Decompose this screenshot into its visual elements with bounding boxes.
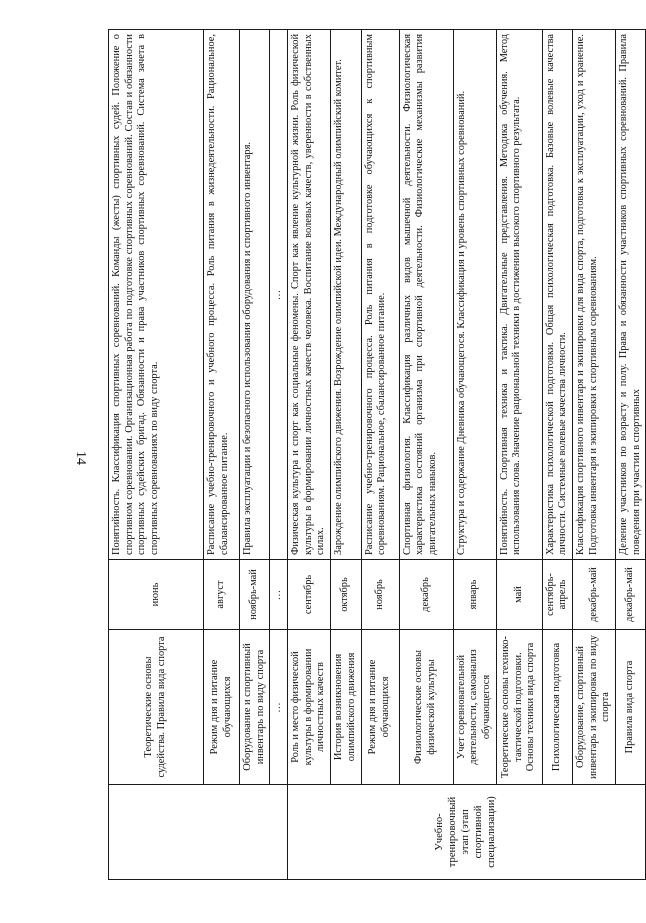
period-cell: май	[496, 560, 542, 630]
page-number: 14	[73, 451, 88, 465]
period-cell: август	[204, 560, 240, 630]
topic-cell: Учет соревновательной деятельности, самоанализ обучающегося	[453, 630, 496, 785]
content-cell: Расписание учебно-тренировочного процесса. Роль питания в подготовке обучающихся к спортивным соревнованиям. Рациональное, сбалансированное питание.	[361, 30, 399, 560]
topic-cell: Физиологические основы физической культуры	[399, 630, 453, 785]
rotated-table-wrapper	[108, 30, 642, 880]
table-row	[399, 30, 453, 880]
content-cell: Структура и содержание Дневника обучающегося. Классификация и уровень спортивных соревнований.	[453, 30, 496, 560]
period-cell: октябрь	[331, 560, 361, 630]
stage-cell: Учебно-тренировочный этап (этап спортивной специализации)	[288, 785, 646, 880]
topic-cell: Оборудование, спортивный инвентарь и экипировка по виду спорта	[572, 630, 615, 785]
content-cell: Характеристика психологической подготовки. Общая психологическая подготовка. Базовые волевые качества личности. Системные волевые качества личности.	[542, 30, 572, 560]
period-cell: сентябрь	[288, 560, 331, 630]
table-row	[109, 30, 204, 880]
content-cell: Классификация спортивного инвентаря и экипировки для вида спорта, подготовка к эксплуатации, уход и хранение. Подготовка инвентаря и экипировки к спортивным соревнованиям.	[572, 30, 615, 560]
period-cell: январь	[453, 560, 496, 630]
content-cell: Физическая культура и спорт как социальные феномены. Спорт как явление культурной жизни. Роль физической культуры в формировании личностных качеств человека. Воспитание волевых качеств, уверенности в собственных силах.	[288, 30, 331, 560]
period-cell: ноябрь-май	[240, 560, 270, 630]
content-cell: Понятийность. Спортивная техника и тактика. Двигательные представления. Методика обучения. Метод использования слова. Значение рациональной техники в достижении высокого спортивного результата.	[496, 30, 542, 560]
period-cell: ноябрь	[361, 560, 399, 630]
table-row	[496, 30, 542, 880]
topic-cell: Психологическая подготовка	[542, 630, 572, 785]
table-row	[361, 30, 399, 880]
content-cell: Понятийность. Классификация спортивных соревнований. Команды (жесты) спортивных судей. Положение о спортивном соревновании. Организационная работа по подготовке спортивных соревнований. Состав и обязанности спортивных судейских бригад. Обязанности и права участников спортивных соревнований. Система зачета в спортивных соревнованиях по виду спорта.	[109, 30, 204, 560]
curriculum-table	[108, 29, 646, 880]
stage-cell-empty	[109, 785, 288, 880]
topic-cell: Оборудование и спортивный инвентарь по виду спорта	[240, 630, 270, 785]
period-cell: декабрь-май	[616, 560, 646, 630]
content-cell: Расписание учебно-тренировочного и учебного процесса. Роль питания в жизнедеятельности. Рациональное, сбалансированное питание.	[204, 30, 240, 560]
period-cell: декабрь	[399, 560, 453, 630]
table-row	[204, 30, 240, 880]
table-row	[240, 30, 270, 880]
ellipsis-cell: …	[270, 30, 288, 560]
ellipsis-cell: …	[270, 630, 288, 785]
topic-cell: Режим дня и питание обучающихся	[361, 630, 399, 785]
topic-cell: Режим дня и питание обучающихся	[204, 630, 240, 785]
topic-cell: История возникновения олимпийского движения	[331, 630, 361, 785]
content-cell: Спортивная физиология. Классификация различных видов мышечной деятельности. Физиологическая характеристика состояний организма при спортивной деятельности. Физиологические механизмы развития двигательных навыков.	[399, 30, 453, 560]
topic-cell: Теоретические основы технико-тактической подготовки. Основы техники вида спорта	[496, 630, 542, 785]
period-cell: декабрь-май	[572, 560, 615, 630]
topic-cell: Правила вида спорта	[616, 630, 646, 785]
content-cell: Зарождение олимпийского движения. Возрождение олимпийской идеи. Международный олимпийский комитет.	[331, 30, 361, 560]
table-row	[572, 30, 615, 880]
topic-cell: Роль и место физической культуры в формировании личностных качеств	[288, 630, 331, 785]
content-cell: Деление участников по возрасту и полу. Права и обязанности участников спортивных соревнований. Правила поведения при участии в спортивных	[616, 30, 646, 560]
ellipsis-cell: …	[270, 560, 288, 630]
table-row	[331, 30, 361, 880]
topic-cell: Теоретические основы судейства. Правила вида спорта	[109, 630, 204, 785]
period-cell: июнь	[109, 560, 204, 630]
content-cell: Правила эксплуатации и безопасного использования оборудования и спортивного инвентаря.	[240, 30, 270, 560]
table-row	[542, 30, 572, 880]
table-row	[453, 30, 496, 880]
table-row-ellipsis	[270, 30, 288, 880]
period-cell: сентябрь-апрель	[542, 560, 572, 630]
table-row	[288, 30, 331, 880]
table-row	[616, 30, 646, 880]
